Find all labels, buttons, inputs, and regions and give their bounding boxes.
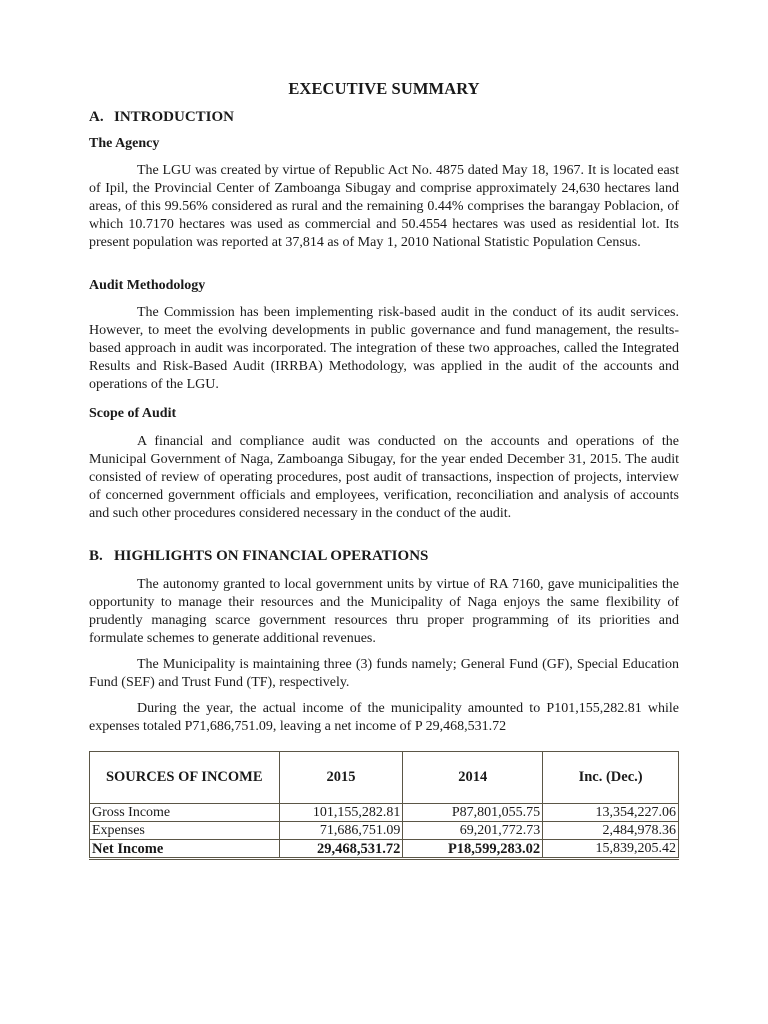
subheading-scope-of-audit: Scope of Audit	[89, 406, 177, 421]
row-label: Gross Income	[90, 804, 280, 822]
paragraph-audit-methodology: The Commission has been implementing risk-based audit in the conduct of its audit services. However, to meet the evolving developments in public governance and fund management, the results-based approach in audit was incorporated. The integration of these two approaches, called the Integrated Results and Risk-Based Audit (IRRBA) Methodology, was applied in the audit of the accounts and operations of the LGU.	[89, 305, 679, 392]
paragraph-autonomy: The autonomy granted to local government units by virtue of RA 7160, gave municipalities the opportunity to manage their resources and the Municipality of Naga enjoys the same flexibility of prudently managing scarce government resources thru proper programming of its priorities and formulate schemes to generate additional revenues.	[89, 577, 679, 646]
row-label: Expenses	[90, 822, 280, 840]
value-2014: P18,599,283.02	[403, 840, 543, 859]
table-row-net-income	[90, 840, 679, 859]
section-b-heading	[89, 548, 428, 565]
section-a-title: INTRODUCTION	[114, 109, 235, 125]
section-a-heading	[89, 109, 234, 126]
header-2015: 2015	[279, 752, 403, 804]
header-inc-dec: Inc. (Dec.)	[543, 752, 679, 804]
value-change: 13,354,227.06	[543, 804, 679, 822]
paragraph-the-agency: The LGU was created by virtue of Republic Act No. 4875 dated May 18, 1967. It is located east of Ipil, the Provincial Center of Zamboanga Sibugay and comprise approximately 24,630 hectares land areas, of this 99.56% considered as rural and the remaining 0.44% comprises the barangay Poblacion, of which 10.7170 hectares was used as commercial and 50.4554 hectares was used as residential lot. Its present population was reported at 37,814 as of May 1, 2010 National Statistic Population Census.	[89, 163, 679, 250]
value-2015: 101,155,282.81	[279, 804, 403, 822]
section-a-number: A.	[89, 109, 104, 125]
paragraph-income-summary: During the year, the actual income of the municipality amounted to P101,155,282.81 while expenses totaled P71,686,751.09, leaving a net income of P 29,468,531.72	[89, 701, 679, 734]
income-table	[89, 751, 679, 860]
page-title: EXECUTIVE SUMMARY	[288, 79, 480, 98]
row-label: Net Income	[90, 840, 280, 859]
value-2014: P87,801,055.75	[403, 804, 543, 822]
section-b-title: HIGHLIGHTS ON FINANCIAL OPERATIONS	[114, 548, 429, 564]
table-row-expenses	[90, 822, 679, 840]
section-b-number: B.	[89, 548, 103, 564]
table-row-gross-income	[90, 804, 679, 822]
paragraph-scope-of-audit: A financial and compliance audit was conducted on the accounts and operations of the Municipal Government of Naga, Zamboanga Sibugay, for the year ended December 31, 2015. The audit consisted of review of operating procedures, post audit of transactions, inspection of projects, interview of concerned government officials and employees, verification, reconciliation and analysis of accounts and such other procedures considered necessary in the conduct of the audit.	[89, 434, 679, 521]
table-header-row	[90, 752, 679, 804]
subheading-the-agency: The Agency	[89, 136, 160, 151]
value-change: 15,839,205.42	[543, 840, 679, 859]
subheading-audit-methodology: Audit Methodology	[89, 278, 206, 293]
header-sources-of-income: SOURCES OF INCOME	[90, 752, 280, 804]
value-2014: 69,201,772.73	[403, 822, 543, 840]
value-change: 2,484,978.36	[543, 822, 679, 840]
header-2014: 2014	[403, 752, 543, 804]
value-2015: 71,686,751.09	[279, 822, 403, 840]
paragraph-funds: The Municipality is maintaining three (3) funds namely; General Fund (GF), Special Education Fund (SEF) and Trust Fund (TF), respectively.	[89, 657, 679, 690]
value-2015: 29,468,531.72	[279, 840, 403, 859]
